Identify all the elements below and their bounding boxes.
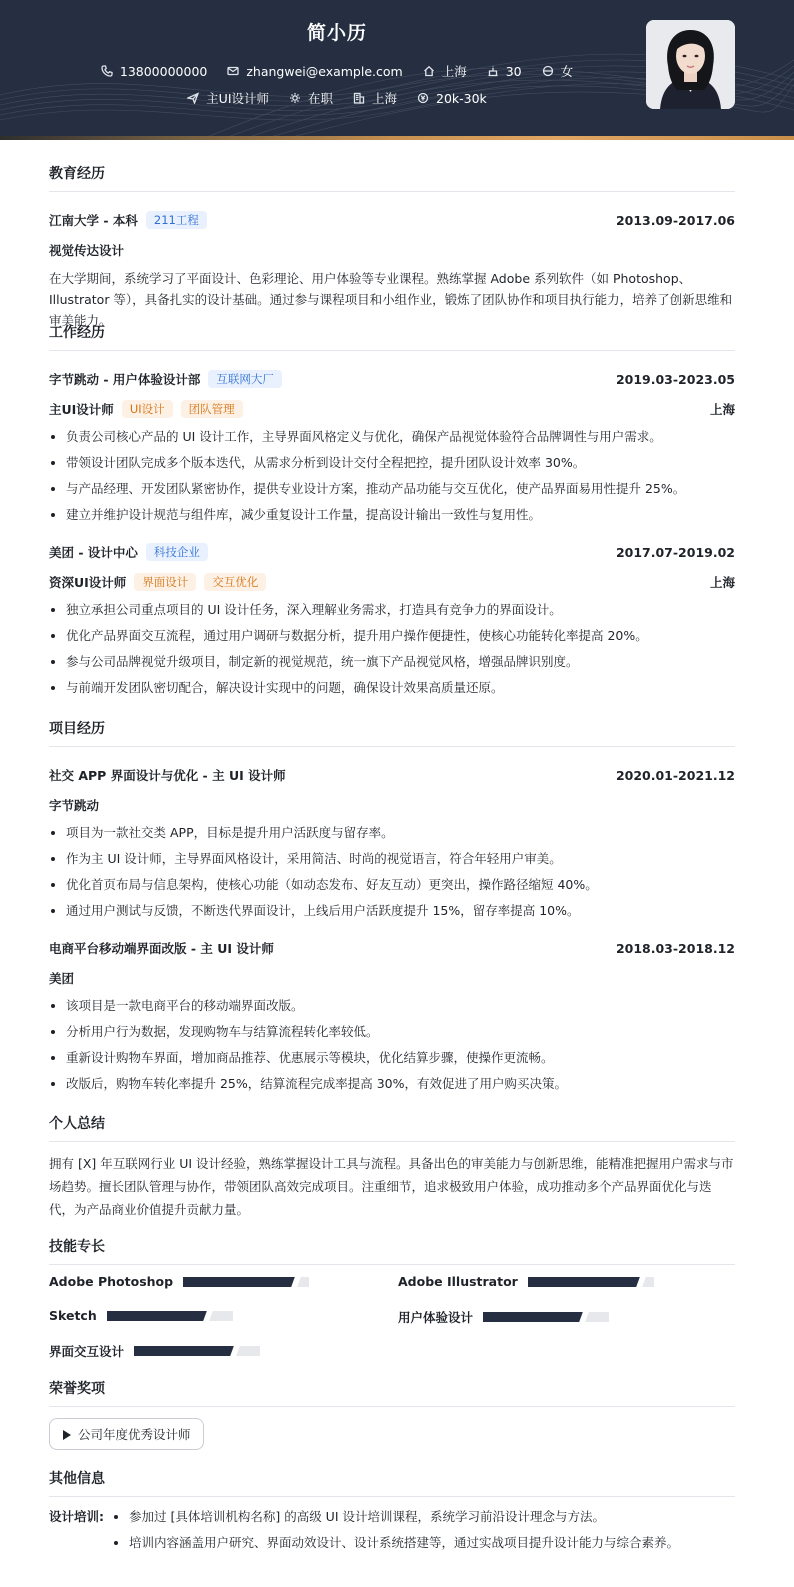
send-icon bbox=[187, 92, 199, 104]
skills-title: 技能专长 bbox=[49, 1236, 735, 1265]
skill-bar bbox=[107, 1311, 233, 1321]
list-item: 优化首页布局与信息架构，使核心功能（如动态发布、好友互动）更突出，操作路径缩短 40%。 bbox=[49, 872, 735, 898]
skill-item bbox=[49, 1274, 309, 1289]
gender-icon bbox=[542, 65, 554, 77]
award-toggle-button[interactable] bbox=[49, 1418, 204, 1450]
list-item: 通过用户测试与反馈，不断迭代界面设计，上线后用户活跃度提升 15%，留存率提高 10%。 bbox=[49, 898, 735, 924]
project-row bbox=[49, 766, 735, 784]
role-row bbox=[49, 400, 735, 418]
honors-section bbox=[49, 1378, 735, 1458]
skill-bar bbox=[483, 1312, 609, 1322]
work-city-info: 上海 bbox=[353, 89, 397, 107]
list-item: 参加过 [具体培训机构名称] 的高级 UI 设计培训课程，系统学习前沿设计理念与方法。 bbox=[112, 1504, 679, 1530]
projects-title: 项目经历 bbox=[49, 718, 735, 747]
avatar bbox=[646, 20, 735, 109]
status-icon bbox=[289, 92, 301, 104]
project-row bbox=[49, 939, 735, 957]
role-row bbox=[49, 573, 735, 591]
header-accent-bar bbox=[0, 136, 794, 140]
skill-name: 用户体验设计 bbox=[398, 1310, 474, 1325]
skill-bar-fill bbox=[483, 1312, 584, 1322]
list-item: 与前端开发团队密切配合，解决设计实现中的问题，确保设计效果高质量还原。 bbox=[49, 675, 735, 701]
list-item: 优化产品界面交互流程，通过用户调研与数据分析，提升用户操作便捷性，使核心功能转化率提高 20%。 bbox=[49, 623, 735, 649]
skill-bar-fill bbox=[107, 1311, 208, 1321]
list-item: 与产品经理、开发团队紧密协作，提供专业设计方案，推动产品功能与交互优化，使产品界面易用性提升 25%。 bbox=[49, 476, 735, 502]
list-item: 带领设计团队完成多个版本迭代，从需求分析到设计交付全程把控，提升团队设计效率 30%。 bbox=[49, 450, 735, 476]
contact-row-1 bbox=[0, 62, 674, 80]
skill-name: Adobe Illustrator bbox=[398, 1274, 518, 1289]
list-item: 负责公司核心产品的 UI 设计工作，主导界面风格定义与优化，确保产品视觉体验符合品牌调性与用户需求。 bbox=[49, 424, 735, 450]
list-item: 独立承担公司重点项目的 UI 设计任务，深入理解业务需求，打造具有竞争力的界面设计。 bbox=[49, 597, 735, 623]
projects-section bbox=[49, 718, 735, 1097]
work-section bbox=[49, 322, 735, 701]
job-company: 字节跳动 - 用户体验设计部 bbox=[49, 372, 201, 387]
avatar-portrait bbox=[646, 20, 735, 109]
project-company: 字节跳动 bbox=[49, 798, 100, 813]
skill-bar-fill bbox=[528, 1277, 641, 1287]
skill-name: Sketch bbox=[49, 1308, 97, 1323]
job-title-info: 主UI设计师 bbox=[187, 89, 269, 107]
education-section bbox=[49, 163, 735, 331]
job-status-info: 在职 bbox=[289, 89, 333, 107]
list-item: 该项目是一款电商平台的移动端界面改版。 bbox=[49, 993, 735, 1019]
resume-header bbox=[0, 0, 794, 140]
education-description: 在大学期间，系统学习了平面设计、色彩理论、用户体验等专业课程。熟练掌握 Adobe 系列软件（如 Photoshop、Illustrator 等），具备扎实的设计基础。通过参与课程项目和小组作业，锻炼了团队协作和项目执行能力，培养了创新思维和审美能力。 bbox=[49, 271, 733, 328]
list-item: 分析用户行为数据，发现购物车与结算流程转化率较低。 bbox=[49, 1019, 735, 1045]
job-role: 主UI设计师 bbox=[49, 402, 114, 417]
summary-text: 拥有 [X] 年互联网行业 UI 设计经验，熟练掌握设计工具与流程。具备出色的审美能力与创新思维，能精准把握用户需求与市场趋势。擅长团队管理与协作，带领团队高效完成项目。注重细节，追求极致用户体验，成功推动多个产品界面优化与迭代，为产品商业价值提升贡献力量。 bbox=[49, 1156, 734, 1217]
award-label: 公司年度优秀设计师 bbox=[78, 1427, 191, 1442]
skill-bar bbox=[183, 1277, 309, 1287]
summary-section bbox=[49, 1113, 735, 1221]
project-name: 电商平台移动端界面改版 - 主 UI 设计师 bbox=[49, 941, 274, 956]
list-item: 项目为一款社交类 APP，目标是提升用户活跃度与留存率。 bbox=[49, 820, 735, 846]
list-item: 建立并维护设计规范与组件库，减少重复设计工作量，提高设计输出一致性与复用性。 bbox=[49, 502, 735, 528]
education-major: 视觉传达设计 bbox=[49, 243, 125, 258]
salary-info: 20k-30k bbox=[417, 91, 487, 106]
other-section bbox=[49, 1468, 735, 1556]
age-icon bbox=[487, 65, 499, 77]
skill-name: Adobe Photoshop bbox=[49, 1274, 174, 1289]
candidate-name: 简小历 bbox=[306, 22, 367, 44]
company-tag: 科技企业 bbox=[146, 543, 208, 561]
job-bullets bbox=[49, 424, 735, 528]
skill-bar-fill bbox=[183, 1277, 296, 1287]
phone-info: 13800000000 bbox=[101, 64, 207, 79]
school-name: 江南大学 - 本科 bbox=[49, 213, 138, 228]
building-icon bbox=[353, 92, 365, 104]
location-info: 上海 bbox=[423, 62, 467, 80]
project-bullets bbox=[49, 993, 735, 1097]
job-city: 上海 bbox=[709, 402, 735, 417]
other-title: 其他信息 bbox=[49, 1468, 735, 1497]
project-bullets bbox=[49, 820, 735, 924]
email-info: zhangwei@example.com bbox=[227, 64, 402, 79]
job-role: 资深UI设计师 bbox=[49, 575, 127, 590]
job-bullets bbox=[49, 597, 735, 701]
role-tag: 界面设计 bbox=[134, 573, 196, 591]
gender-info: 女 bbox=[542, 62, 574, 80]
skill-bar-fill bbox=[134, 1346, 235, 1356]
list-item: 重新设计购物车界面，增加商品推荐、优惠展示等模块，优化结算步骤，使操作更流畅。 bbox=[49, 1045, 735, 1071]
mail-icon bbox=[227, 65, 239, 77]
school-tag: 211工程 bbox=[146, 211, 207, 229]
honors-title: 荣誉奖项 bbox=[49, 1378, 735, 1407]
job-city: 上海 bbox=[709, 575, 735, 590]
list-item: 改版后，购物车转化率提升 25%，结算流程完成率提高 30%，有效促进了用户购买决策。 bbox=[49, 1071, 735, 1097]
skill-item bbox=[49, 1308, 233, 1323]
project-name: 社交 APP 界面设计与优化 - 主 UI 设计师 bbox=[49, 768, 286, 783]
education-date: 2013.09-2017.06 bbox=[615, 212, 735, 228]
skill-name: 界面交互设计 bbox=[49, 1344, 125, 1359]
summary-title: 个人总结 bbox=[49, 1113, 735, 1142]
project-company: 美团 bbox=[49, 971, 75, 986]
training-block bbox=[49, 1504, 735, 1556]
list-item: 培训内容涵盖用户研究、界面动效设计、设计系统搭建等，通过实战项目提升设计能力与综合素养。 bbox=[112, 1530, 679, 1556]
training-bullets bbox=[112, 1504, 679, 1556]
job-row bbox=[49, 543, 735, 561]
skill-item bbox=[49, 1342, 260, 1360]
job-row bbox=[49, 370, 735, 388]
project-date: 2018.03-2018.12 bbox=[615, 940, 735, 956]
list-item: 参与公司品牌视觉升级项目，制定新的视觉规范，统一旗下产品视觉风格，增强品牌识别度。 bbox=[49, 649, 735, 675]
home-icon bbox=[423, 65, 435, 77]
age-info: 30 bbox=[487, 64, 522, 79]
salary-icon bbox=[417, 92, 429, 104]
skill-item bbox=[398, 1274, 654, 1289]
skill-bar bbox=[528, 1277, 654, 1287]
role-tag: 交互优化 bbox=[204, 573, 266, 591]
work-title: 工作经历 bbox=[49, 322, 735, 351]
job-date: 2019.03-2023.05 bbox=[615, 371, 735, 387]
skill-bar bbox=[134, 1346, 260, 1356]
education-title: 教育经历 bbox=[49, 163, 735, 192]
skills-section bbox=[49, 1236, 735, 1366]
skill-item bbox=[398, 1308, 609, 1326]
education-row bbox=[49, 211, 735, 229]
job-company: 美团 - 设计中心 bbox=[49, 545, 138, 560]
phone-icon bbox=[101, 65, 113, 77]
company-tag: 互联网大厂 bbox=[208, 370, 282, 388]
training-label: 设计培训: bbox=[49, 1509, 104, 1524]
project-date: 2020.01-2021.12 bbox=[615, 767, 735, 783]
role-tag: UI设计 bbox=[122, 400, 173, 418]
contact-row-2 bbox=[0, 89, 674, 107]
job-date: 2017.07-2019.02 bbox=[615, 544, 735, 560]
role-tag: 团队管理 bbox=[181, 400, 243, 418]
list-item: 作为主 UI 设计师，主导界面风格设计，采用简洁、时尚的视觉语言，符合年轻用户审美。 bbox=[49, 846, 735, 872]
